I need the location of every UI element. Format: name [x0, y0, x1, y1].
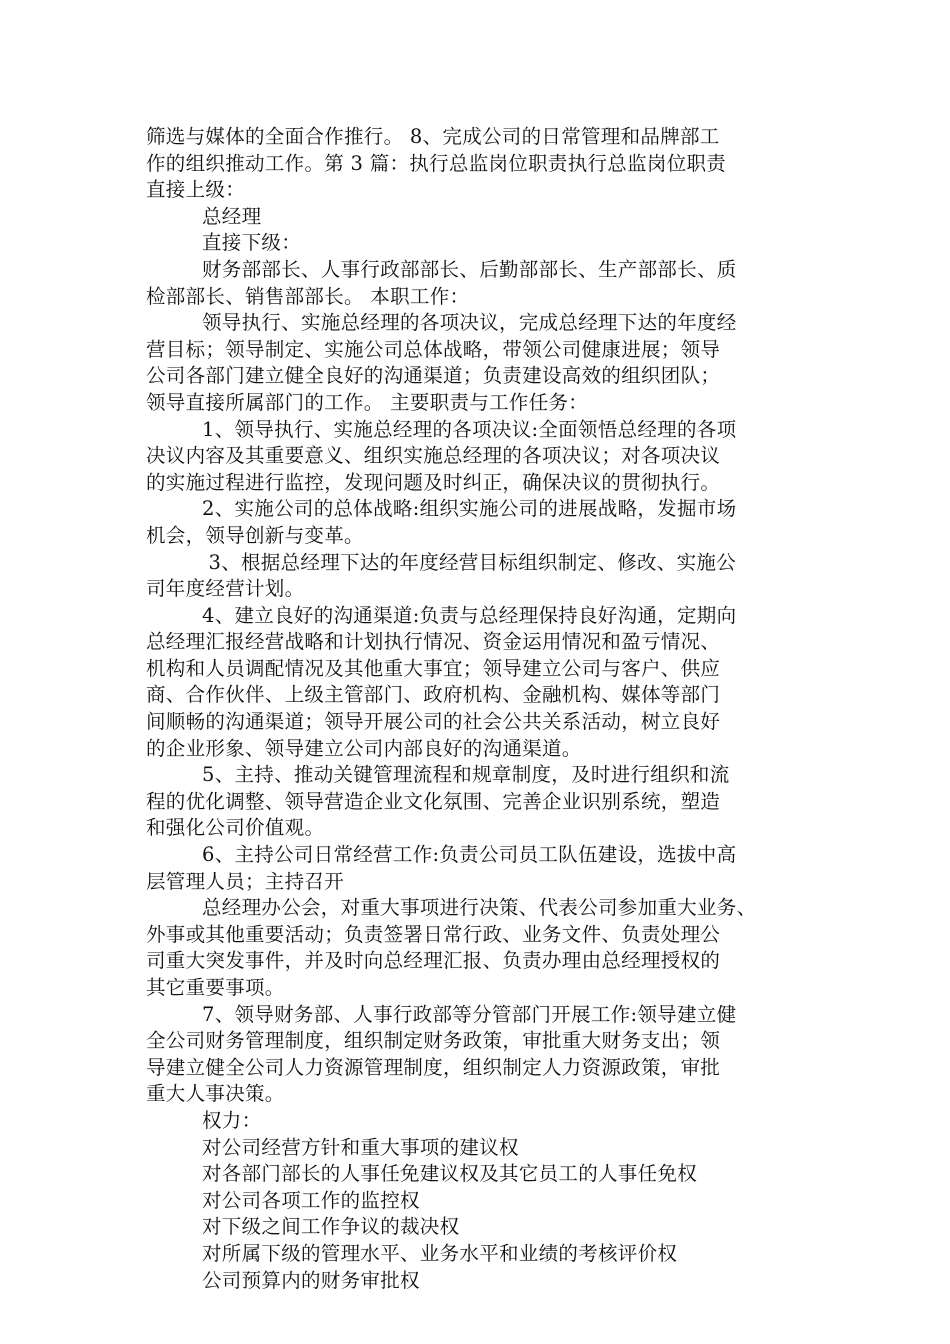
- document-line: 权力：: [202, 1108, 262, 1132]
- document-body: [146, 124, 816, 1294]
- document-line: 检部部长、销售部部长。 本职工作：: [146, 284, 470, 308]
- document-line: 直接上级：: [146, 178, 246, 202]
- document-line: 营目标；领导制定、实施公司总体战略，带领公司健康进展；领导: [146, 337, 721, 361]
- document-line: 6、主持公司日常经营工作:负责公司员工队伍建设，选拔中高: [202, 843, 737, 867]
- document-line: 和强化公司价值观。: [146, 816, 325, 840]
- document-line: 财务部部长、人事行政部部长、后勤部部长、生产部部长、质: [202, 257, 737, 281]
- document-line: 直接下级：: [202, 231, 302, 255]
- document-line: 导建立健全公司人力资源管理制度，组织制定人力资源政策，审批: [146, 1055, 721, 1079]
- document-line: 对下级之间工作争议的裁决权: [202, 1215, 460, 1239]
- document-line: 程的优化调整、领导营造企业文化氛围、完善企业识别系统，塑造: [146, 789, 721, 813]
- document-line: 领导执行、实施总经理的各项决议，完成总经理下达的年度经: [202, 311, 737, 335]
- document-line: 2、实施公司的总体战略:组织实施公司的进展战略，发掘市场: [202, 497, 737, 521]
- document-line: 的实施过程进行监控，发现问题及时纠正，确保决议的贯彻执行。: [146, 470, 721, 494]
- document-line: 司年度经营计划。: [146, 577, 305, 601]
- document-line: 层管理人员；主持召开: [146, 869, 345, 893]
- document-line: 司重大突发事件，并及时向总经理汇报、负责办理由总经理授权的: [146, 949, 721, 973]
- document-line: 机构和人员调配情况及其他重大事宜；领导建立公司与客户、供应: [146, 656, 721, 680]
- document-line: 总经理办公会，对重大事项进行决策、代表公司参加重大业务、: [202, 896, 757, 920]
- document-line: 的企业形象、领导建立公司内部良好的沟通渠道。: [146, 736, 582, 760]
- document-line: 外事或其他重要活动；负责签署日常行政、业务文件、负责处理公: [146, 922, 721, 946]
- document-line: 其它重要事项。: [146, 976, 285, 999]
- document-line: 公司预算内的财务审批权: [202, 1268, 420, 1292]
- document-line: 间顺畅的沟通渠道；领导开展公司的社会公共关系活动，树立良好: [146, 710, 721, 734]
- document-line: 公司各部门建立健全良好的沟通渠道；负责建设高效的组织团队；: [146, 364, 721, 388]
- document-line: 7、领导财务部、人事行政部等分管部门开展工作:领导建立健: [202, 1002, 737, 1026]
- document-line: 全公司财务管理制度，组织制定财务政策，审批重大财务支出；领: [146, 1029, 721, 1053]
- document-line: 商、合作伙伴、上级主管部门、政府机构、金融机构、媒体等部门: [146, 683, 721, 707]
- document-line: 4、建立良好的沟通渠道:负责与总经理保持良好沟通，定期向: [202, 603, 737, 627]
- document-line: 机会，领导创新与变革。: [146, 523, 364, 547]
- document-line: 对公司各项工作的监控权: [202, 1188, 420, 1212]
- document-line: 总经理: [202, 204, 262, 228]
- document-line: 作的组织推动工作。第 3 篇：执行总监岗位职责执行总监岗位职责: [146, 151, 727, 175]
- document-line: 对各部门部长的人事任免建议权及其它员工的人事任免权: [202, 1162, 698, 1186]
- document-line: 重大人事决策。: [146, 1082, 285, 1106]
- document-line: 对所属下级的管理水平、业务水平和业绩的考核评价权: [202, 1241, 678, 1265]
- document-line: 5、主持、推动关键管理流程和规章制度，及时进行组织和流: [202, 763, 730, 787]
- document-line: 3、根据总经理下达的年度经营目标组织制定、修改、实施公: [202, 550, 737, 574]
- document-line: 筛选与媒体的全面合作推行。 8、完成公司的日常管理和品牌部工: [146, 125, 720, 148]
- document-line: 对公司经营方针和重大事项的建议权: [202, 1135, 519, 1159]
- document-line: 决议内容及其重要意义、组织实施总经理的各项决议；对各项决议: [146, 444, 721, 468]
- document-line: 领导直接所属部门的工作。 主要职责与工作任务：: [146, 390, 589, 414]
- document-line: 总经理汇报经营战略和计划执行情况、资金运用情况和盈亏情况、: [146, 630, 721, 654]
- document-line: 1、领导执行、实施总经理的各项决议:全面领悟总经理的各项: [202, 417, 737, 441]
